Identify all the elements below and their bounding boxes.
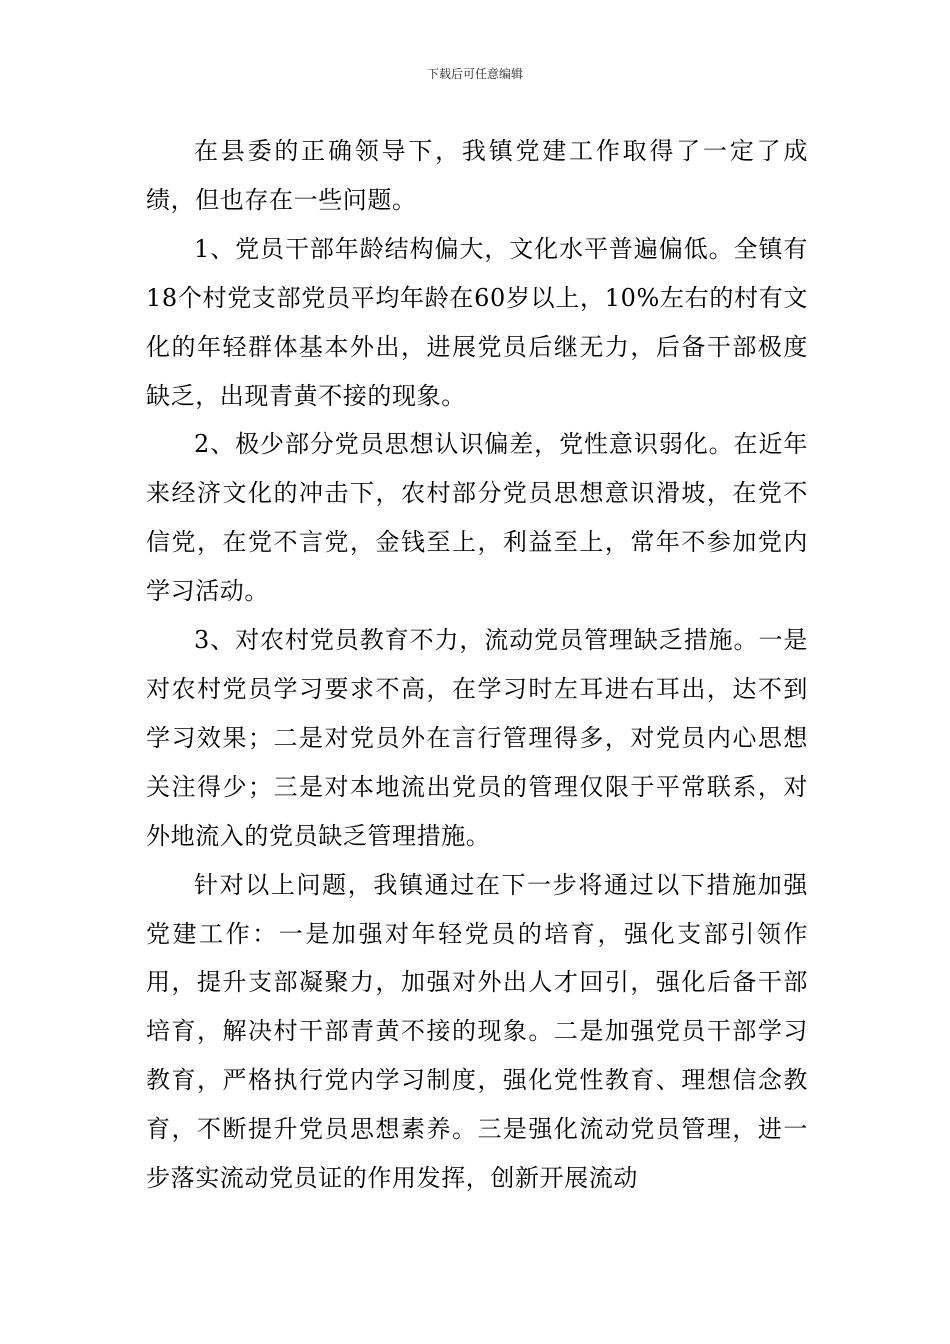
paragraph-intro: 在县委的正确领导下，我镇党建工作取得了一定了成绩，但也存在一些问题。 [146,137,808,214]
paragraph-measures: 针对以上问题，我镇通过在下一步将通过以下措施加强党建工作：一是加强对年轻党员的培育，强化支部引领作用，提升支部凝聚力，加强对外出人才回引，强化后备干部培育，解决村干部青黄不接的现象。二是加强党员干部学习教育，严格执行党内学习制度，强化党性教育、理想信念教育，不断提升党员思想素养。三是强化流动党员管理，进一步落实流动党员证的作用发挥，创新开展流动 [146,870,808,1193]
document-body [146,127,808,1203]
paragraph-issue-3: 3、对农村党员教育不力，流动党员管理缺乏措施。一是对农村党员学习要求不高，在学习时左耳进右耳出，达不到学习效果；二是对党员外在言行管理得多，对党员内心思想关注得少；三是对本地流出党员的管理仅限于平常联系，对外地流入的党员缺乏管理措施。 [146,626,808,850]
paragraph-issue-1: 1、党员干部年龄结构偏大，文化水平普遍偏低。全镇有18个村党支部党员平均年龄在60岁以上，10%左右的村有文化的年轻群体基本外出，进展党员后继无力，后备干部极度缺乏，出现青黄不接的现象。 [146,234,808,410]
page-header-note: 下载后可任意编辑 [426,67,523,81]
paragraph-issue-2: 2、极少部分党员思想认识偏差，党性意识弱化。在近年来经济文化的冲击下，农村部分党员思想意识滑坡，在党不信党，在党不言党，金钱至上，利益至上，常年不参加党内学习活动。 [146,430,808,606]
